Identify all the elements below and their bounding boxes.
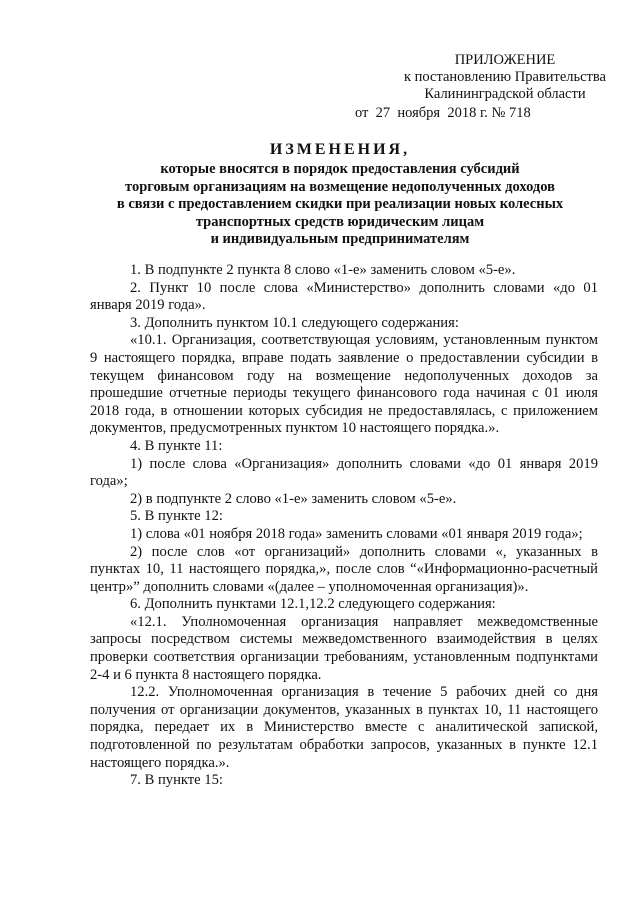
paragraph-3: 3. Дополнить пунктом 10.1 следующего содержания: — [130, 314, 459, 331]
appendix-block — [355, 52, 615, 122]
paragraph-7: 2) в подпункте 2 слово «1-е» заменить словом «5-е». — [130, 490, 457, 507]
paragraph-9: 1) слова «01 ноября 2018 года» заменить словами «01 января 2019 года»; — [130, 525, 583, 542]
paragraph-10: 2) после слов «от организаций» дополнить словами «, указанных в пунктах 10, 11 настоящего порядка,», после слов “«Информационно-расчетный центр»” дополнить словами «(далее – уполномоченная организация)». — [90, 543, 598, 595]
document-heading — [80, 139, 600, 249]
paragraph-6: 1) после слова «Организация» дополнить словами «до 01 января 2019 года»; — [90, 455, 598, 490]
paragraph-4: «10.1. Организация, соответствующая условиям, установленным пунктом 9 настоящего порядка, вправе подать заявление о предоставлении субсидии в текущем финансовом году на возмещение недополученных доходов за прошедшие отчетные периоды текущего финансового года начиная с 01 июля 2018 года, в отношении которых субсидия не предоставлялась, с приложением документов, предусмотренных пунктом 10 настоящего порядка.». — [90, 332, 598, 437]
document-body — [90, 262, 598, 790]
subtitle-line-4: транспортных средств юридическим лицам — [195, 213, 485, 230]
paragraph-2: 2. Пункт 10 после слова «Министерство» дополнить словами «до 01 января 2019 года». — [90, 279, 598, 314]
document-title: ИЗМЕНЕНИЯ, — [269, 141, 411, 158]
appendix-date — [355, 105, 615, 122]
paragraph-14: 7. В пункте 15: — [130, 772, 223, 789]
subtitle-line-3: в связи с предоставлением скидки при реализации новых колесных — [116, 196, 564, 212]
paragraph-11: 6. Дополнить пунктами 12.1,12.2 следующего содержания: — [130, 596, 496, 613]
paragraph-13: 12.2. Уполномоченная организация в течение 5 рабочих дней со дня получения от организации документов, указанных в пунктах 10, 11 настоящего порядка, передает их в Министерство вместе с аналитической запиской, подготовленной по результатам обработки запросов, указанных в пункте 12.1 настоящего порядка.». — [90, 684, 598, 771]
paragraph-1: 1. В подпункте 2 пункта 8 слово «1-е» заменить словом «5-е». — [130, 262, 516, 278]
appendix-line-2: Калининградской области — [424, 86, 586, 102]
paragraph-12: «12.1. Уполномоченная организация направляет межведомственные запросы посредством системы межведомственного взаимодействия в целях проверки соответствия организации требованиям, установленным подпунктами 2-4 и 6 пункта 8 настоящего порядка. — [90, 613, 598, 683]
paragraph-8: 5. В пункте 12: — [130, 508, 223, 525]
appendix-date-text: от 27 ноября 2018 г. № 718 — [355, 105, 531, 121]
paragraph-5: 4. В пункте 11: — [130, 437, 223, 454]
subtitle-line-2: торговым организациям на возмещение недополученных доходов — [125, 178, 555, 195]
appendix-line-1: к постановлению Правительства — [404, 69, 606, 85]
subtitle-line-1: которые вносятся в порядок предоставления субсидий — [160, 161, 520, 177]
appendix-title: ПРИЛОЖЕНИЕ — [454, 52, 556, 68]
subtitle-line-5: и индивидуальным предпринимателям — [210, 231, 470, 247]
